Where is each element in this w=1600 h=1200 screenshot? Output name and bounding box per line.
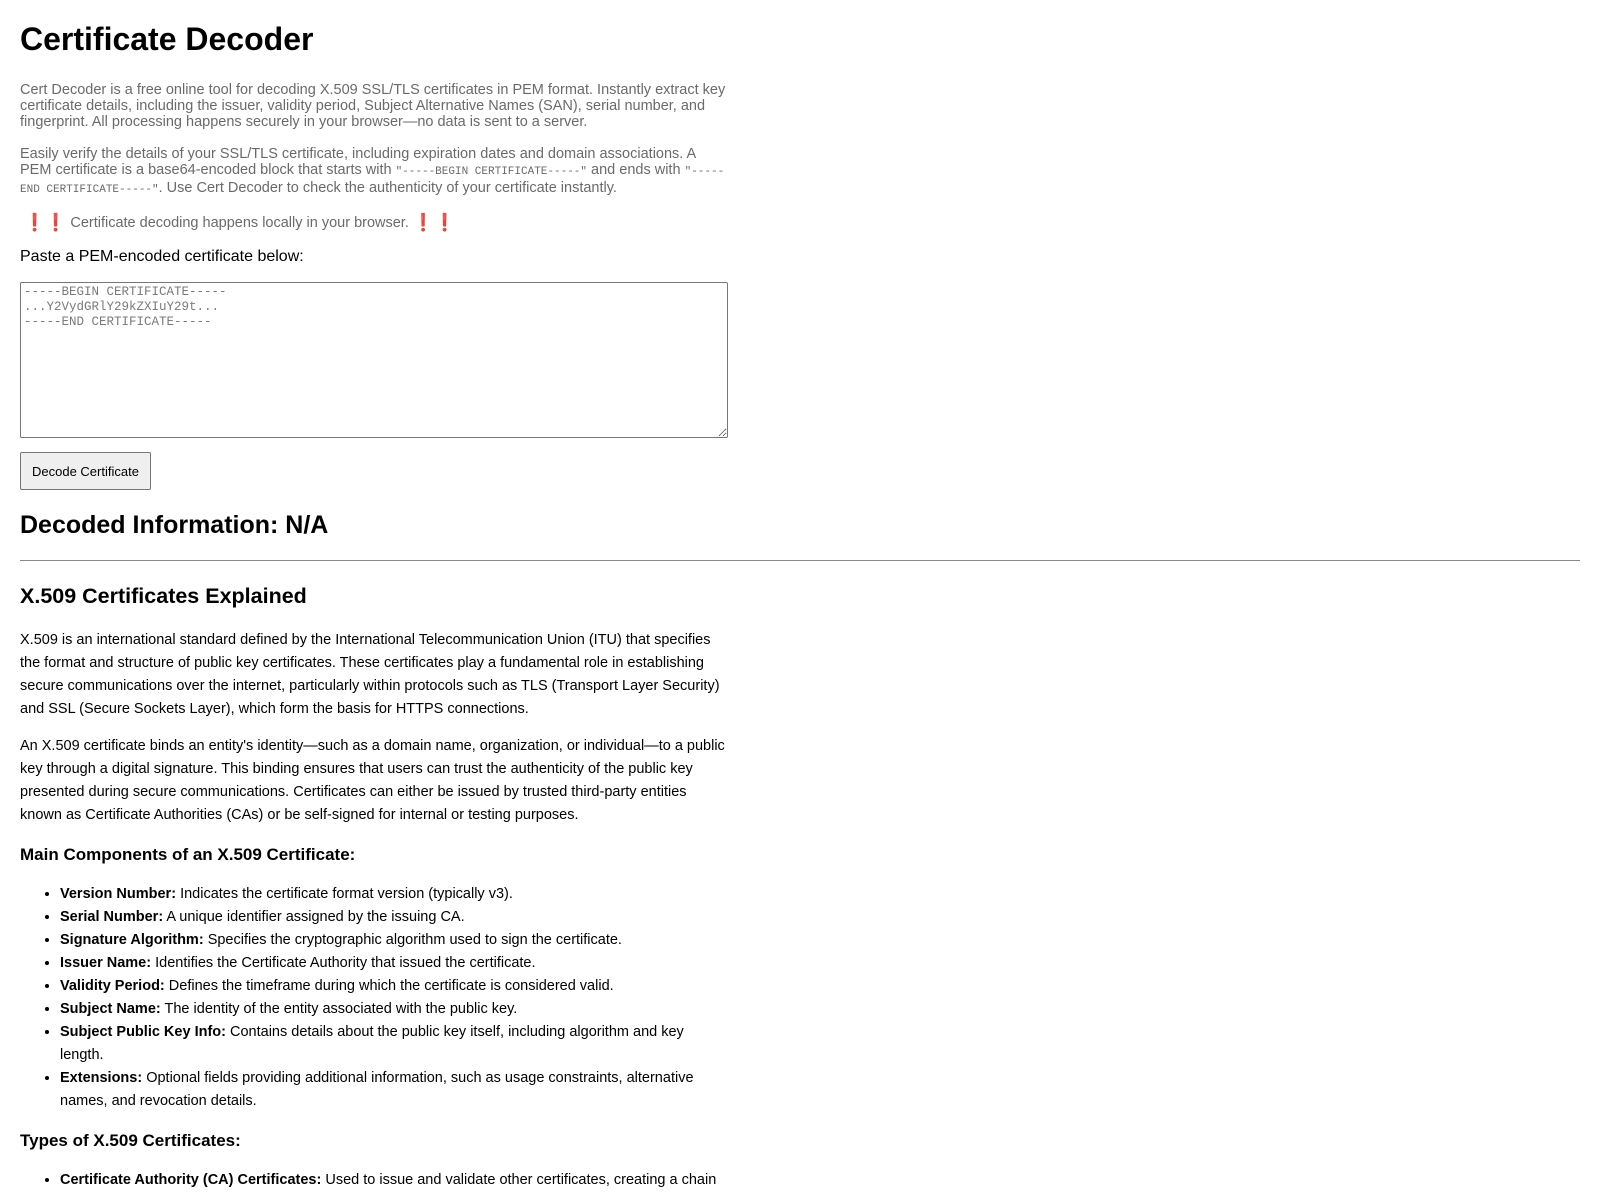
- component-term: Version Number:: [60, 886, 177, 902]
- decoded-information-heading: Decoded Information: N/A: [20, 511, 329, 539]
- page-title: Certificate Decoder: [20, 21, 314, 57]
- list-item: [60, 929, 730, 952]
- type-term: Certificate Authority (CA) Certificates:: [60, 1172, 322, 1188]
- component-term: Issuer Name:: [60, 955, 152, 971]
- component-desc: Specifies the cryptographic algorithm used to sign the certificate.: [207, 932, 622, 948]
- components-heading: Main Components of an X.509 Certificate:: [20, 845, 356, 864]
- intro-text-before: Easily verify the details of your SSL/TLS certificate, including expiration dates and domain associations. A PEM certificate is a base64-encoded block that starts with: [20, 146, 696, 178]
- component-desc: Optional fields providing additional information, such as usage constraints, alternative names, and revocation details.: [60, 1070, 694, 1109]
- component-desc: Indicates the certificate format version (typically v3).: [180, 886, 513, 902]
- explained-heading: X.509 Certificates Explained: [20, 584, 307, 608]
- component-term: Extensions:: [60, 1070, 143, 1086]
- intro-paragraph-1: Cert Decoder is a free online tool for decoding X.509 SSL/TLS certificates in PEM format. Instantly extract key certificate details, including the issuer, validity period, Subject Alternative Names (SAN), serial number, and fingerprint. All processing happens securely in your browser—no data is sent to a server.: [20, 82, 726, 130]
- list-item: [60, 1021, 730, 1067]
- explained-paragraph-1: X.509 is an international standard defined by the International Telecommunication Union (ITU) that specifies the format and structure of public key certificates. These certificates play a fundamental role in establishing secure communications over the internet, particularly within protocols such as TLS (Transport Layer Security) and SSL (Secure Sockets Layer), which form the basis for HTTPS connections.: [20, 632, 720, 717]
- notice-text: Certificate decoding happens locally in your browser.: [70, 215, 409, 231]
- explained-section: [20, 583, 730, 1192]
- decode-certificate-button[interactable]: Decode Certificate: [20, 452, 151, 490]
- component-desc: Defines the timeframe during which the certificate is considered valid.: [168, 978, 614, 994]
- list-item: [60, 1067, 730, 1113]
- component-desc: Identifies the Certificate Authority that issued the certificate.: [155, 955, 536, 971]
- certificate-input[interactable]: [20, 282, 728, 438]
- list-item: [60, 906, 730, 929]
- list-item: [60, 952, 730, 975]
- component-term: Validity Period:: [60, 978, 165, 994]
- intro-paragraph-2: [20, 146, 730, 198]
- component-desc: The identity of the entity associated with the public key.: [164, 1001, 518, 1017]
- end-marker-code: "-----END CERTIFICATE-----": [20, 166, 725, 196]
- local-processing-notice: [20, 214, 730, 232]
- types-heading: Types of X.509 Certificates:: [20, 1131, 241, 1150]
- component-term: Serial Number:: [60, 909, 164, 925]
- component-desc: A unique identifier assigned by the issuing CA.: [166, 909, 465, 925]
- component-term: Subject Public Key Info:: [60, 1024, 226, 1040]
- intro-text-mid: and ends with: [587, 162, 685, 178]
- intro-section: [20, 82, 730, 266]
- begin-marker-code: "-----BEGIN CERTIFICATE-----": [395, 166, 588, 178]
- list-item: [60, 883, 730, 906]
- page: [0, 20, 1600, 1192]
- explained-paragraph-2: An X.509 certificate binds an entity's identity—such as a domain name, organization, or individual—to a public key through a digital signature. This binding ensures that users can trust the authenticity of the public key presented during secure communications. Certificates can either be issued by trusted third-party entities known as Certificate Authorities (CAs) or be self-signed for internal or testing purposes.: [20, 738, 725, 823]
- component-term: Signature Algorithm:: [60, 932, 204, 948]
- certificate-input-label: Paste a PEM-encoded certificate below:: [20, 248, 304, 265]
- component-term: Subject Name:: [60, 1001, 161, 1017]
- type-desc: Used to issue and validate other certificates, creating a chain: [325, 1172, 717, 1188]
- components-list: [20, 883, 730, 1113]
- list-item: [60, 998, 730, 1021]
- exclamation-icon-left: ❗❗: [24, 213, 67, 232]
- types-list: [20, 1169, 730, 1192]
- component-desc: Contains details about the public key itself, including algorithm and key length.: [60, 1024, 684, 1063]
- intro-text-after: . Use Cert Decoder to check the authenticity of your certificate instantly.: [158, 180, 617, 196]
- list-item: [60, 975, 730, 998]
- section-divider: [20, 560, 1580, 561]
- exclamation-icon-right: ❗❗: [412, 213, 456, 232]
- list-item: [60, 1169, 730, 1192]
